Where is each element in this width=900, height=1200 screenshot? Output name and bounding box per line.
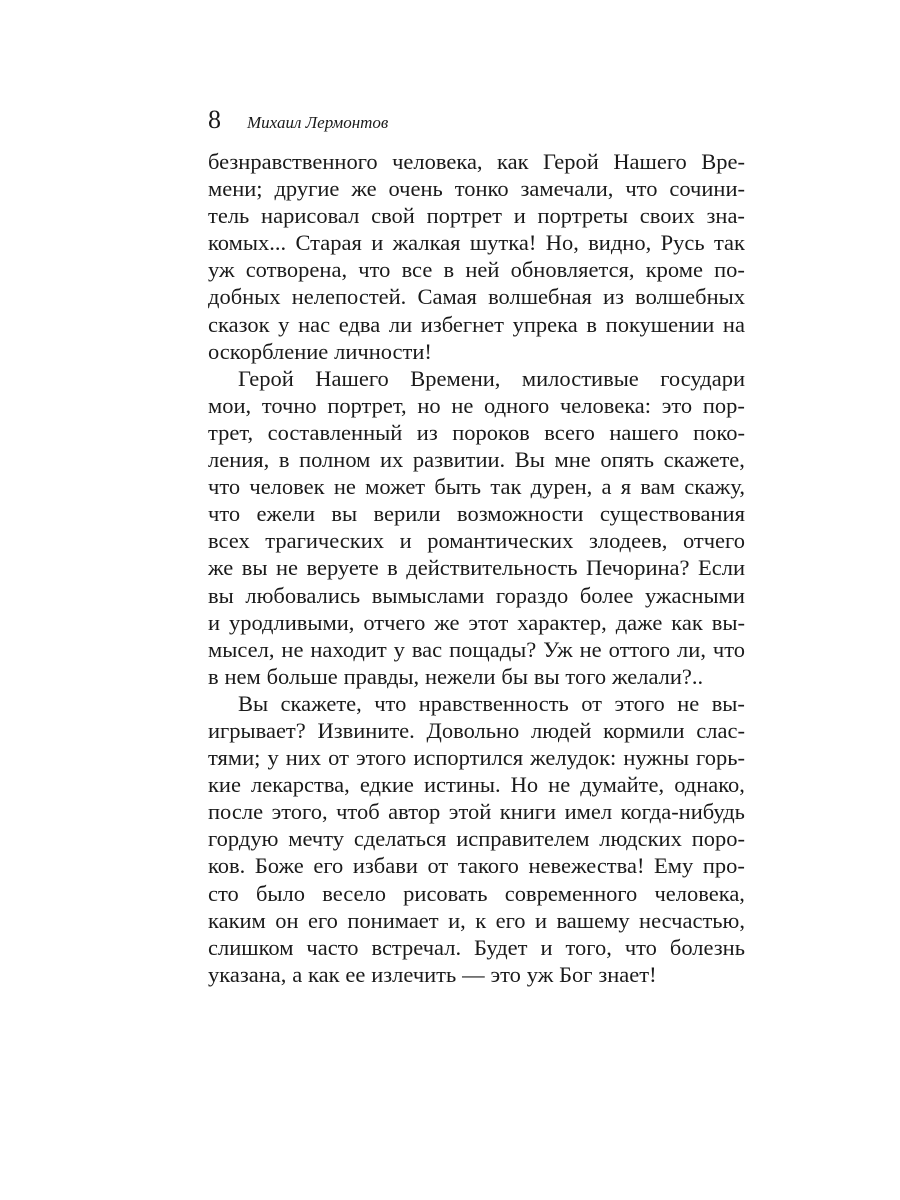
text-line: добных нелепостей. Самая волшебная из волшебных (208, 284, 745, 310)
text-line: мысел, не находит у вас пощады? Уж не оттого ли, что (208, 636, 745, 662)
text-line: ков. Боже его избави от такого невежества! Ему про- (208, 853, 745, 879)
text-line: Герой Нашего Времени, милостивые государи (238, 365, 745, 391)
text-line: уж сотворена, что все в ней обновляется, кроме по- (208, 257, 745, 283)
text-line: всех трагических и романтических злодеев, отчего (208, 528, 745, 554)
page-number: 8 (208, 105, 221, 134)
text-line: вы любовались вымыслами гораздо более ужасными (208, 582, 745, 608)
text-line: ления, в полном их развитии. Вы мне опять скажете, (208, 447, 745, 473)
text-line: после этого, чтоб автор этой книги имел когда-нибудь (208, 799, 745, 825)
text-line: мени; другие же очень тонко замечали, что сочини- (208, 176, 745, 202)
text-line: комых... Старая и жалкая шутка! Но, видно, Русь так (208, 230, 745, 256)
text-line: безнравственного человека, как Герой Нашего Вре- (208, 149, 745, 174)
text-line: оскорбление личности! (208, 338, 432, 364)
text-line: указана, а как ее излечить — это уж Бог знает! (208, 961, 657, 987)
paragraph (208, 690, 745, 988)
text-line: сказок у нас едва ли избегнет упрека в покушении на (208, 311, 745, 337)
text-line: же вы не веруете в действительность Печорина? Если (208, 555, 745, 581)
text-line: тель нарисовал свой портрет и портреты своих зна- (208, 203, 745, 229)
paragraph (208, 365, 745, 690)
text-line: гордую мечту сделаться исправителем людских поро- (208, 826, 745, 852)
paragraph (208, 148, 745, 365)
text-line: кие лекарства, едкие истины. Но не думайте, однако, (208, 772, 745, 798)
text-line: в нем больше правды, нежели бы вы того желали?.. (208, 663, 704, 689)
text-line: сто было весело рисовать современного человека, (208, 880, 745, 906)
running-header (208, 104, 388, 136)
text-line: игрывает? Извините. Довольно людей кормили слас- (208, 717, 745, 743)
text-line: Вы скажете, что нравственность от этого не вы- (238, 690, 745, 716)
text-line: мои, точно портрет, но не одного человека: это пор- (208, 392, 745, 418)
text-line: каким он его понимает и, к его и вашему несчастью, (208, 907, 745, 933)
text-line: что ежели вы верили возможности существования (208, 501, 745, 527)
text-line: трет, составленный из пороков всего нашего поко- (208, 419, 745, 445)
body-text (208, 148, 745, 988)
text-line: тями; у них от этого испортился желудок: нужны горь- (208, 745, 745, 771)
author-name: Михаил Лермонтов (247, 113, 389, 132)
text-line: что человек не может быть так дурен, а я вам скажу, (208, 474, 745, 500)
text-line: слишком часто встречал. Будет и того, что болезнь (208, 934, 745, 960)
text-line: и уродливыми, отчего же этот характер, даже как вы- (208, 609, 745, 635)
